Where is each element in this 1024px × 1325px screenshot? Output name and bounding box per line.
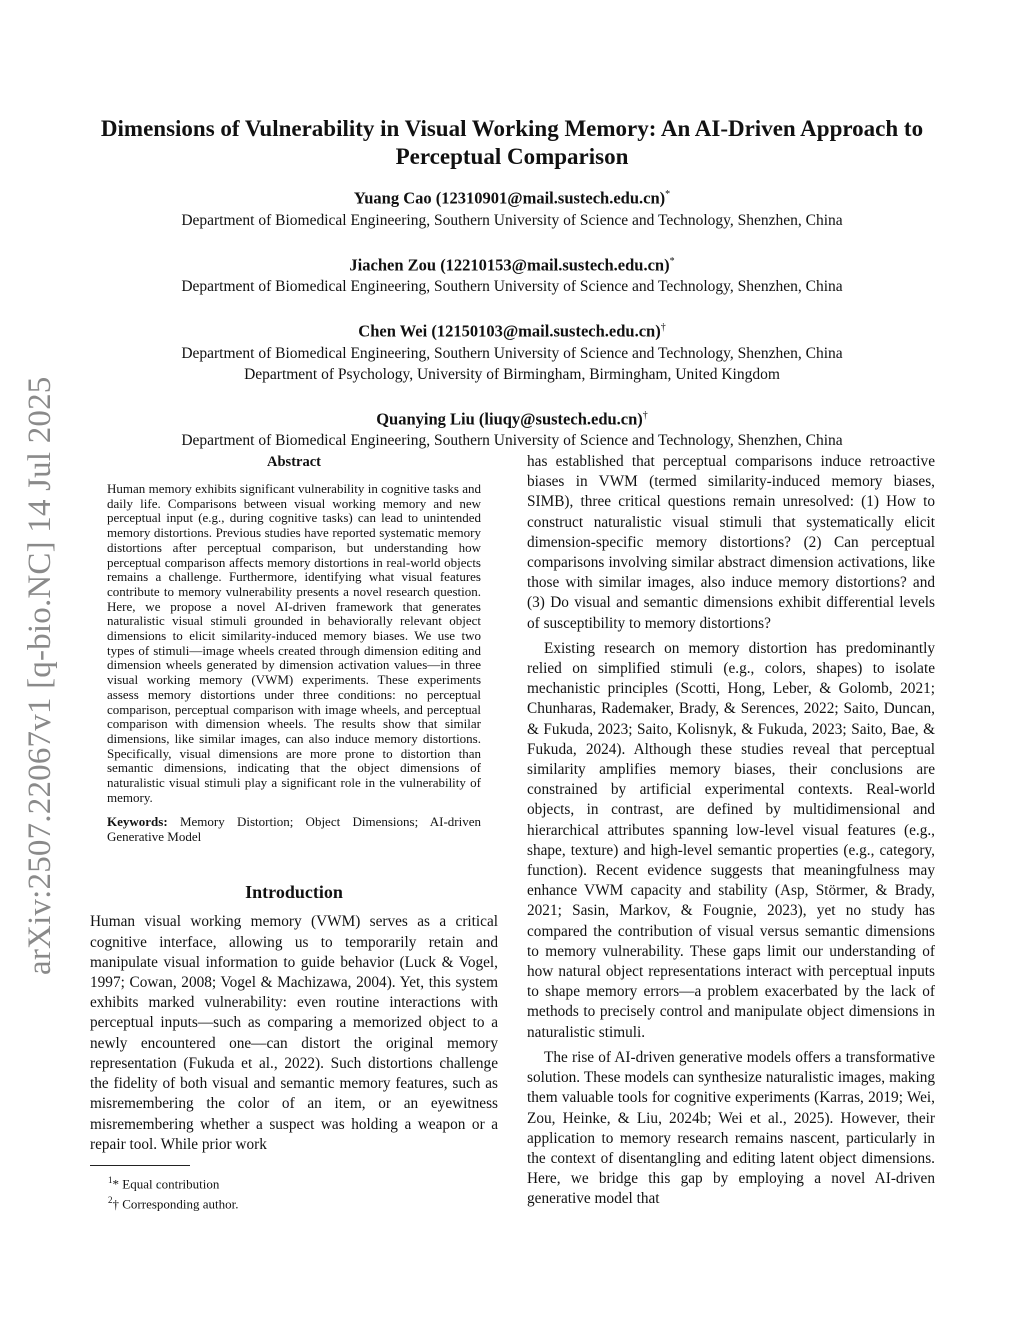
abstract-heading: Abstract	[267, 454, 321, 470]
affiliation: Department of Biomedical Engineering, Southern University of Science and Technology, Shenzhen, China	[181, 278, 843, 295]
affiliation: Department of Biomedical Engineering, Southern University of Science and Technology, Shenzhen, China	[181, 344, 843, 362]
keywords	[107, 814, 481, 844]
keywords-list: Memory Distortion; Object Dimensions; AI-driven Generative Model	[107, 814, 481, 845]
keywords-label: Keywords:	[107, 814, 168, 830]
author-list	[90, 184, 934, 471]
footnote-divider	[90, 1165, 190, 1166]
introduction-paragraph: Human visual working memory (VWM) serves as a critical cognitive interface, allowing us to temporarily retain and manipulate visual information to guide behavior (Luck & Vogel, 1997; Cowan, 2008; Vogel & Machizawa, 2004). Yet, this system exhibits marked vulnerability: even routine interactions with perceptual inputs—such as comparing a memorized object to a newly encountered one—can distort the original memory representation (Fukuda et al., 2022). Such distortions challenge the fidelity of both visual and semantic memory features, such as misremembering the color of an item, or an eyewitness misremembering whether a suspect was holding a weapon or a repair tool. While prior work	[90, 913, 498, 1153]
affiliation: Department of Biomedical Engineering, Southern University of Science and Technology, Shenzhen, China	[181, 211, 843, 229]
affiliation: Department of Biomedical Engineering, Southern University of Science and Technology, Shenzhen, China	[181, 432, 843, 449]
author-block	[90, 317, 934, 385]
affiliation: Department of Psychology, University of Birmingham, Birmingham, United Kingdom	[244, 365, 780, 383]
author-block	[90, 251, 934, 298]
author-name: Yuang Cao (12310901@mail.sustech.edu.cn)*	[353, 188, 671, 208]
author-name: Chen Wei (12150103@mail.sustech.edu.cn)†	[358, 321, 666, 341]
arxiv-identifier: arXiv:2507.22067v1 [q-bio.NC] 14 Jul 2025	[22, 376, 58, 975]
author-name: Quanying Liu (liuqy@sustech.edu.cn)†	[376, 409, 648, 428]
paper-title: Dimensions of Vulnerability in Visual Working Memory: An AI-Driven Approach to Perceptual Comparison	[100, 116, 924, 169]
introduction-heading: Introduction	[245, 882, 343, 903]
author-name: Jiachen Zou (12210153@mail.sustech.edu.cn)*	[349, 255, 675, 274]
left-column	[90, 452, 498, 1213]
introduction-paragraph: has established that perceptual comparisons induce retroactive biases in VWM (termed similarity-induced memory biases, SIMB), three critical questions remain unresolved: (1) How to construct naturalistic visual stimuli that systematically elicit dimension-specific memory distortions? (2) Can perceptual comparisons involving similar abstract dimension activations, like those with similar images, also induce memory distortions? and (3) Do visual and semantic dimensions exhibit differential levels of susceptibility to memory distortions?	[527, 453, 935, 632]
footnote: $^2$† Corresponding author.	[108, 1195, 239, 1212]
introduction-paragraph: Existing research on memory distortion has predominantly relied on simplified stimuli (e.g., colors, shapes) to isolate mechanistic principles (Scotti, Hong, Leber, & Golomb, 2021; Chunharas, Rademaker, Brady, & Serences, 2022; Saito, Duncan, & Fukuda, 2023; Saito, Kolisnyk, & Fukuda, 2023; Saito, Bae, & Fukuda, 2024). Although these studies reveal that perceptual similarity amplifies memory biases, their conclusions are constrained by artificial experimental contexts. Real-world objects, in contrast, are defined by multidimensional and hierarchical attributes spanning low-level visual features (e.g., shape, texture) and high-level semantic properties (e.g., category, function). Recent evidence suggests that meaningfulness may enhance VWM capacity and stability (Asp, Störmer, & Brady, 2021; Sasin, Markov, & Fougnie, 2023), yet no study has compared the contribution of visual versus semantic dimensions to memory vulnerability. These gaps limit our understanding of how natural object representations interact with perceptual inputs to shape memory errors—a problem exacerbated by the lack of methods to precisely control and manipulate object dimensions in naturalistic stimuli.	[527, 639, 935, 1041]
right-column	[527, 452, 935, 1210]
abstract-text: Human memory exhibits significant vulnerability in cognitive tasks and daily life. Comparisons between visual working memory and new perceptual input (e.g., during cognitive tasks) can lead to unintended memory distortions. Previous studies have reported systematic memory distortions after perceptual comparison, but understanding how perceptual comparison affects memory distortions in real-world objects remains a challenge. Furthermore, identifying what visual features contribute to memory vulnerability presents a novel research question. Here, we propose a novel AI-driven framework that generates naturalistic visual stimuli grounded in behaviorally relevant object dimensions to elicit similarity-induced memory biases. We use two types of stimuli—image wheels created through dimension editing and dimension wheels generated by dimension activation values—in three visual working memory (VWM) experiments. These experiments assess memory distortions under three conditions: no perceptual comparison, perceptual comparison with image wheels, and perceptual comparison with dimension wheels. The results show that similar dimensions, like similar images, can also induce memory distortions. Specifically, visual dimensions are more prone to distortion than semantic dimensions, indicating that the object dimensions of naturalistic visual stimuli play a significant role in the vulnerability of memory.	[107, 481, 481, 805]
author-block	[90, 184, 934, 231]
footnote: $^1$* Equal contribution	[108, 1174, 220, 1192]
introduction-paragraph: The rise of AI-driven generative models offers a transformative solution. These models can synthesize naturalistic images, making them valuable tools for cognitive experiments (Karras, 2019; Wei, Zou, Heinke, & Liu, 2024b; Wei et al., 2025). However, their application to memory research remains nascent, particularly in the context of disentangling and editing latent object dimensions. Here, we bridge this gap by employing a novel AI-driven generative model that	[527, 1048, 935, 1208]
author-block	[90, 405, 934, 452]
